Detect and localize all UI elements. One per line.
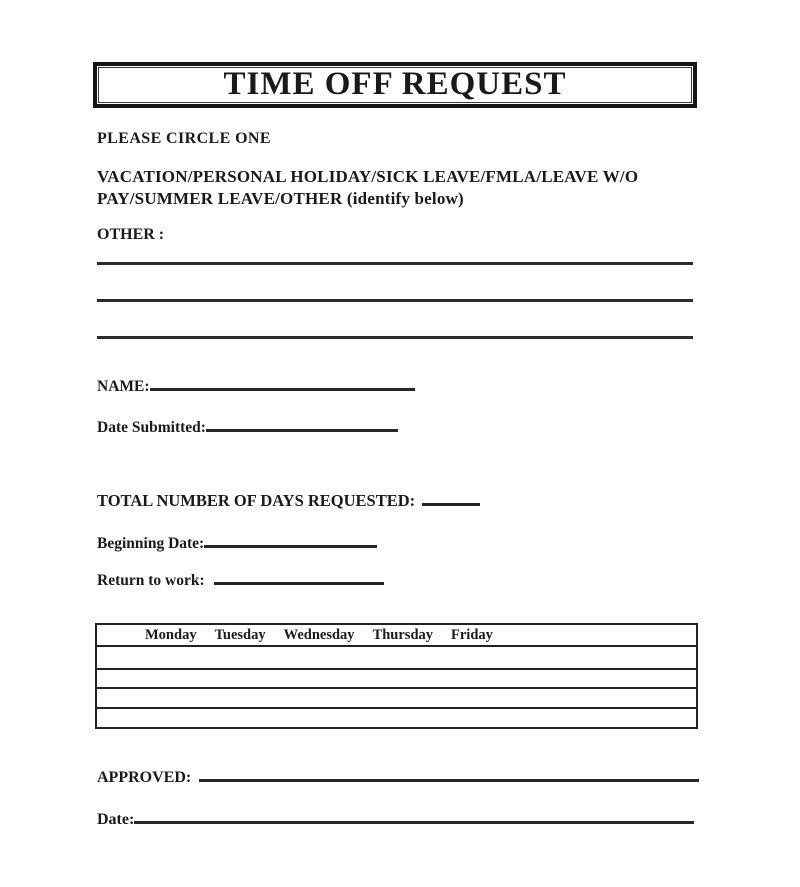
approved-label: APPROVED: bbox=[97, 769, 192, 786]
total-days-field-row bbox=[97, 490, 480, 511]
return-to-work-blank-line[interactable] bbox=[214, 569, 384, 585]
name-field-row bbox=[97, 375, 415, 396]
circle-one-instruction: PLEASE CIRCLE ONE bbox=[97, 130, 271, 147]
weekday-tuesday: Tuesday bbox=[214, 626, 266, 643]
beginning-date-blank-line[interactable] bbox=[204, 532, 377, 548]
weekday-monday: Monday bbox=[145, 626, 197, 643]
total-days-blank-line[interactable] bbox=[422, 490, 480, 506]
leave-type-options-line2: PAY/SUMMER LEAVE/OTHER (identify below) bbox=[97, 189, 464, 208]
schedule-empty-row-1[interactable] bbox=[97, 647, 696, 670]
form-title: TIME OFF REQUEST bbox=[223, 65, 567, 102]
weekday-schedule-table bbox=[95, 623, 698, 729]
name-blank-line[interactable] bbox=[150, 375, 415, 391]
beginning-date-field-row bbox=[97, 532, 377, 553]
other-write-line-2[interactable] bbox=[97, 299, 693, 302]
date-submitted-blank-line[interactable] bbox=[206, 416, 398, 432]
date-submitted-field-row bbox=[97, 416, 398, 437]
beginning-date-label: Beginning Date: bbox=[97, 535, 205, 552]
leave-type-options bbox=[97, 166, 638, 210]
name-label: NAME: bbox=[97, 378, 150, 395]
weekday-header-row bbox=[97, 625, 696, 647]
form-title-box bbox=[93, 62, 697, 108]
date-label: Date: bbox=[97, 811, 135, 828]
other-write-line-3[interactable] bbox=[97, 336, 693, 339]
schedule-empty-row-2[interactable] bbox=[97, 670, 696, 689]
approved-field-row bbox=[97, 766, 699, 787]
return-to-work-field-row bbox=[97, 569, 384, 590]
approved-blank-line[interactable] bbox=[199, 766, 699, 782]
date-blank-line[interactable] bbox=[134, 808, 694, 824]
weekday-wednesday: Wednesday bbox=[283, 626, 355, 643]
schedule-empty-row-3[interactable] bbox=[97, 689, 696, 709]
weekday-thursday: Thursday bbox=[372, 626, 434, 643]
return-to-work-label: Return to work: bbox=[97, 572, 205, 589]
total-days-label: TOTAL NUMBER OF DAYS REQUESTED: bbox=[97, 491, 416, 510]
schedule-empty-row-4[interactable] bbox=[97, 709, 696, 727]
leave-type-options-line1: VACATION/PERSONAL HOLIDAY/SICK LEAVE/FMLA/LEAVE W/O bbox=[97, 167, 639, 186]
date-submitted-label: Date Submitted: bbox=[97, 419, 206, 436]
other-write-line-1[interactable] bbox=[97, 262, 693, 265]
other-label: OTHER : bbox=[97, 226, 165, 243]
date-field-row bbox=[97, 808, 694, 829]
weekday-friday: Friday bbox=[451, 626, 493, 643]
